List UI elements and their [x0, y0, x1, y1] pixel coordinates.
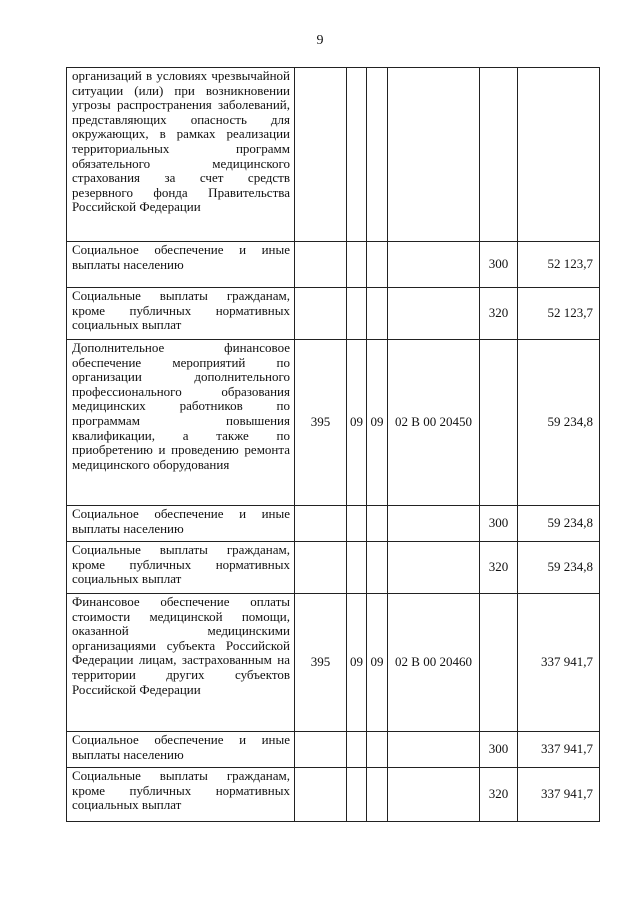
section-code: 09: [347, 594, 367, 732]
ministry-code: [295, 506, 347, 542]
row-name: Социальные выплаты гражданам, кроме публичных нормативных социальных выплат: [67, 768, 295, 822]
row-name: Социальное обеспечение и иные выплаты населению: [67, 732, 295, 768]
subsection-code: [367, 288, 388, 340]
expense-type: 320: [480, 288, 518, 340]
ministry-code: [295, 68, 347, 242]
row-name: Дополнительное финансовое обеспечение мероприятий по организации дополнительного профессионального образования медицинских работников по программам повышения квалификации, а также по приобретению и проведению ремонта медицинского оборудования: [67, 340, 295, 506]
ministry-code: [295, 288, 347, 340]
row-name: организаций в условиях чрезвычайной ситуации (или) при возникновении угрозы распространения заболеваний, представляющих опасность для окружающих, в рамках реализации территориальных программ обязательного медицинского страхования за счет средств резервного фонда Правительства Российской Федерации: [67, 68, 295, 242]
amount: 337 941,7: [518, 768, 600, 822]
section-code: [347, 242, 367, 288]
target-article: 02 В 00 20460: [388, 594, 480, 732]
table-row: [67, 68, 600, 242]
amount: 52 123,7: [518, 288, 600, 340]
amount: 59 234,8: [518, 542, 600, 594]
row-name: Социальное обеспечение и иные выплаты населению: [67, 242, 295, 288]
subsection-code: [367, 68, 388, 242]
target-article: [388, 542, 480, 594]
row-name: Социальные выплаты гражданам, кроме публичных нормативных социальных выплат: [67, 288, 295, 340]
subsection-code: [367, 732, 388, 768]
table-row: [67, 542, 600, 594]
subsection-code: 09: [367, 340, 388, 506]
expense-type: 320: [480, 768, 518, 822]
target-article: [388, 768, 480, 822]
amount: 59 234,8: [518, 340, 600, 506]
expense-type: 320: [480, 542, 518, 594]
table-row: [67, 506, 600, 542]
page-number: 9: [316, 33, 324, 48]
ministry-code: [295, 242, 347, 288]
row-name: Финансовое обеспечение оплаты стоимости медицинской помощи, оказанной медицинскими организациями субъекта Российской Федерации лицам, застрахованным на территории других субъектов Российской Федерации: [67, 594, 295, 732]
ministry-code: 395: [295, 594, 347, 732]
subsection-code: 09: [367, 594, 388, 732]
section-code: [347, 506, 367, 542]
section-code: [347, 732, 367, 768]
ministry-code: 395: [295, 340, 347, 506]
ministry-code: [295, 542, 347, 594]
target-article: [388, 506, 480, 542]
amount: 337 941,7: [518, 732, 600, 768]
amount: 59 234,8: [518, 506, 600, 542]
expense-type: [480, 594, 518, 732]
section-code: 09: [347, 340, 367, 506]
target-article: [388, 288, 480, 340]
table-row: [67, 594, 600, 732]
row-name: Социальные выплаты гражданам, кроме публичных нормативных социальных выплат: [67, 542, 295, 594]
ministry-code: [295, 768, 347, 822]
section-code: [347, 768, 367, 822]
target-article: [388, 68, 480, 242]
target-article: [388, 732, 480, 768]
subsection-code: [367, 242, 388, 288]
subsection-code: [367, 768, 388, 822]
table-row: [67, 242, 600, 288]
budget-table: [66, 67, 600, 822]
row-name: Социальное обеспечение и иные выплаты населению: [67, 506, 295, 542]
table-row: [67, 732, 600, 768]
section-code: [347, 542, 367, 594]
expense-type: 300: [480, 242, 518, 288]
expense-type: [480, 340, 518, 506]
amount: [518, 68, 600, 242]
subsection-code: [367, 506, 388, 542]
target-article: 02 В 00 20450: [388, 340, 480, 506]
expense-type: [480, 68, 518, 242]
section-code: [347, 288, 367, 340]
table-row: [67, 340, 600, 506]
expense-type: 300: [480, 732, 518, 768]
table-row: [67, 288, 600, 340]
ministry-code: [295, 732, 347, 768]
section-code: [347, 68, 367, 242]
subsection-code: [367, 542, 388, 594]
amount: 52 123,7: [518, 242, 600, 288]
expense-type: 300: [480, 506, 518, 542]
table-row: [67, 768, 600, 822]
target-article: [388, 242, 480, 288]
amount: 337 941,7: [518, 594, 600, 732]
